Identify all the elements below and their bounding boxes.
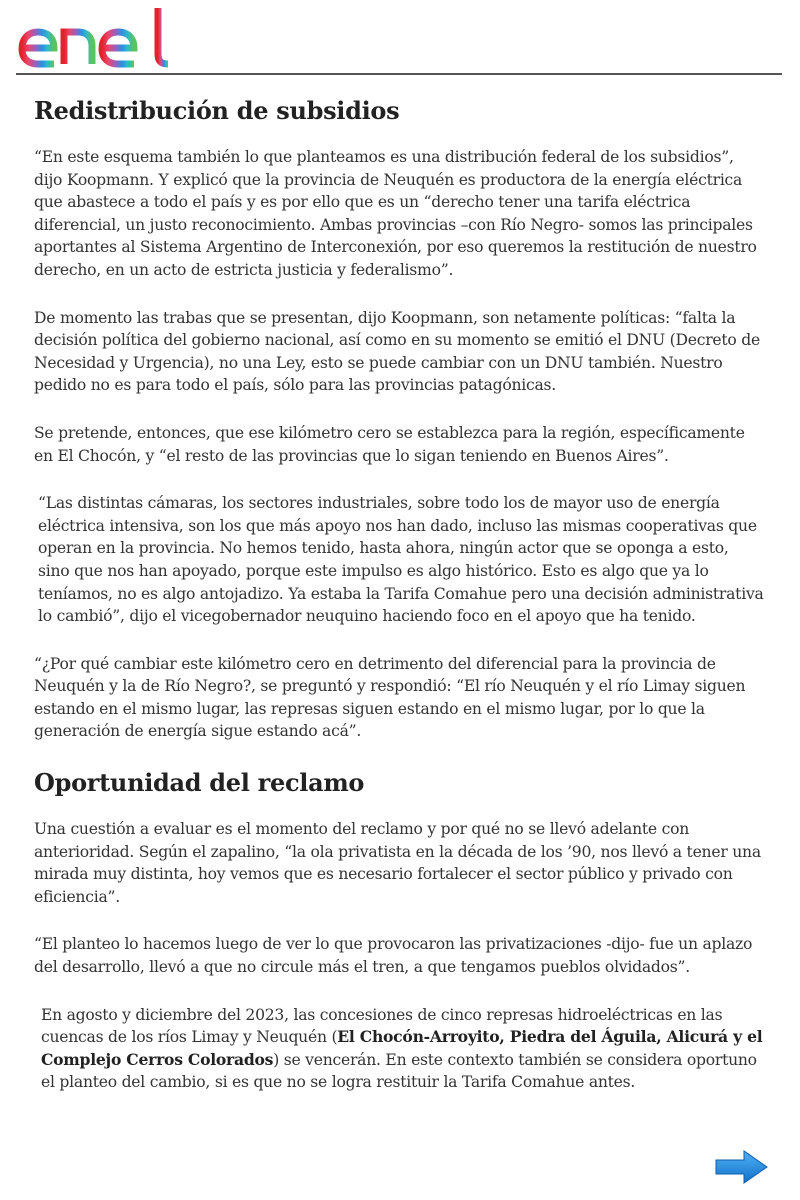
paragraph: “Las distintas cámaras, los sectores industriales, sobre todo los de mayor uso de energía eléctrica intensiva, son los que más apoyo nos han dado, incluso las mismas cooperativas que operan en la provincia. No hemos tenido, hasta ahora, ningún actor que se oponga a esto, sino que nos han apoyado, porque este impulso es algo histórico. Esto es algo que ya lo teníamos, no es algo antojadizo. Ya estaba la Tarifa Comahue pero una decisión administrativa lo cambió”, dijo el vicegobernador neuquino haciendo foco en el apoyo que ha tenido. bbox=[38, 494, 764, 626]
paragraph-text: ) se vencerán. En este contexto también se considera oportuno el planteo del cambio, si es que no se logra restituir la Tarifa Comahue antes. bbox=[41, 1050, 757, 1092]
arrow-right-icon bbox=[714, 1148, 770, 1186]
next-page-button[interactable] bbox=[714, 1148, 770, 1186]
header-divider bbox=[16, 73, 782, 75]
enel-logo-icon bbox=[16, 8, 172, 68]
dam-names: El Chocón-Arroyito, Piedra del Águila, Alicurá y el Complejo Cerros Colorados bbox=[41, 1027, 763, 1069]
paragraph: “¿Por qué cambiar este kilómetro cero en detrimento del diferencial para la provincia de Neuquén y la de Río Negro?, se preguntó y respondió: “El río Neuquén y el río Limay siguen estando en el mismo lugar, las represas siguen estando en el mismo lugar, por lo que la generación de energía sigue estando acá”. bbox=[34, 654, 746, 741]
enel-logo bbox=[16, 8, 172, 72]
page-header bbox=[0, 0, 800, 76]
paragraph: Una cuestión a evaluar es el momento del reclamo y por qué no se llevó adelante con anterioridad. Según el zapalino, “la ola privatista en la década de los ’90, nos llevó a tener una mirada muy distinta, hoy vemos que es necesario fortalecer el sector público y privado con eficiencia”. bbox=[34, 820, 761, 906]
paragraph-text: En agosto y diciembre del 2023, las concesiones de cinco represas hidroeléctricas en las cuencas de los ríos Limay y Neuquén ( bbox=[41, 1005, 723, 1047]
article-body bbox=[34, 96, 764, 1119]
paragraph: De momento las trabas que se presentan, dijo Koopmann, son netamente políticas: “falta la decisión política del gobierno nacional, así como en su momento se emitió el DNU (Decreto de Necesidad y Urgencia), no una Ley, esto se puede cambiar con un DNU también. Nuestro pedido no es para todo el país, sólo para las provincias patagónicas. bbox=[34, 308, 760, 395]
paragraph: “El planteo lo hacemos luego de ver lo que provocaron las privatizaciones -dijo- fue un aplazo del desarrollo, llevó a que no circule más el tren, a que tengamos pueblos olvidados”. bbox=[34, 935, 753, 977]
paragraph bbox=[34, 1004, 764, 1094]
section-heading-opportunity: Oportunidad del reclamo bbox=[34, 768, 365, 798]
paragraph: Se pretende, entonces, que ese kilómetro cero se establezca para la región, específicamente en El Chocón, y “el resto de las provincias que lo sigan teniendo en Buenos Aires”. bbox=[34, 423, 745, 465]
paragraph: “En este esquema también lo que planteamos es una distribución federal de los subsidios”, dijo Koopmann. Y explicó que la provincia de Neuquén es productora de la energía eléctrica que abastece a todo el país y es por ello que es un “derecho tener una tarifa eléctrica diferencial, un justo reconocimiento. Ambas provincias –con Río Negro- somos las principales aportantes al Sistema Argentino de Interconexión, por eso queremos la restitución de nuestro derecho, en un acto de estricta justicia y federalismo”. bbox=[34, 148, 757, 279]
section-heading-redistribution: Redistribución de subsidios bbox=[34, 96, 400, 125]
